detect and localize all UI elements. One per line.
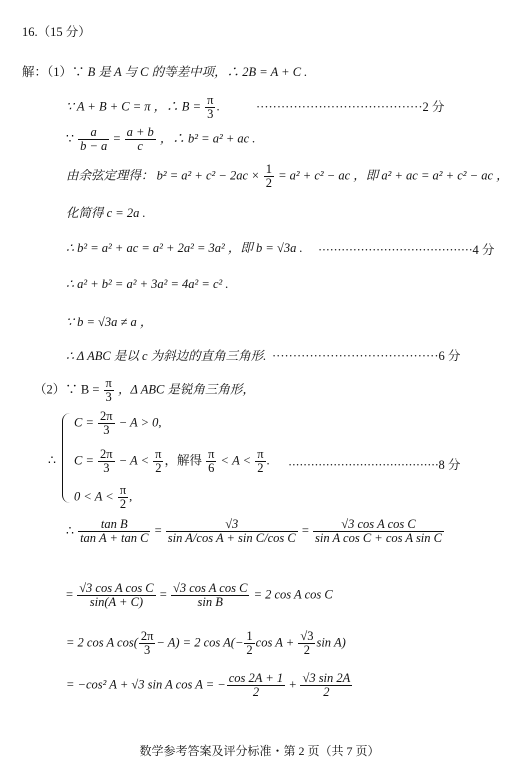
- score-marker: ········································6 分: [272, 349, 461, 363]
- fraction: $\frac{\pi}{3}$: [105, 376, 112, 405]
- score-marker: ········································2 分: [256, 100, 445, 114]
- part1-line7: ∴ a² + b² = a² + 3a² = 4a² = c² .: [66, 277, 229, 291]
- part1-line5: 化简得 c = 2a .: [66, 206, 146, 220]
- problem-number: 16.: [22, 25, 38, 39]
- fraction: $\frac{\pi}{6}$: [208, 447, 215, 476]
- part1-line9: ∴ Δ ABC 是以 c 为斜边的直角三角形.: [66, 349, 267, 363]
- equation-line2: = $\frac{\text{√3 cos A cos C}}{\sin(A + C)}$ = $\frac{\text{√3 cos A cos C}}{\text{sin B}}$ = 2 cos A cos C: [66, 581, 333, 610]
- fraction: $\frac{\pi}{2}$: [119, 483, 127, 512]
- fraction: $\frac{a + b}{c}$: [126, 125, 154, 154]
- fraction: $\frac{\pi}{2}$: [257, 447, 264, 476]
- fraction: $\frac{\cos 2A + 1}{2}$: [228, 671, 284, 700]
- part2-line1: （2）∵ B = $\frac{\pi}{3}$ ，Δ ABC 是锐角三角形，: [34, 376, 255, 405]
- fraction: $\frac{\text{tan B}}{\text{tan A + tan C}}$: [80, 517, 149, 546]
- part1-line1: 解：（1）∵ B 是 A 与 C 的等差中项，∴ 2B = A + C .: [22, 65, 308, 79]
- system-line2: C = $\frac{2\pi}{3}$ − A < $\frac{\pi}{2}$ ，解得 $\frac{\pi}{6}$ < A < $\frac{\pi}{2}$ .: [74, 447, 270, 476]
- fraction: $\frac{\pi}{3}$: [207, 93, 214, 122]
- therefore-symbol: ∴: [48, 453, 56, 467]
- fraction: $\frac{\pi}{2}$: [155, 447, 162, 476]
- system-brace: [62, 413, 73, 503]
- system-line1: C = $\frac{2\pi}{3}$ − A > 0,: [74, 409, 162, 438]
- part1-line8: ∵ b = √3a ≠ a ，: [66, 315, 153, 329]
- score-marker: ········································4 分: [318, 243, 495, 257]
- part1-line3: ∵ $\frac{a}{b - a}$ = $\frac{a + b}{c}$ ，∴ b² = a² + ac .: [66, 125, 256, 154]
- problem-header: [22, 22, 91, 40]
- fraction: $\frac{2\pi}{3}$: [100, 447, 113, 476]
- part1-line4: 由余弦定理得： b² = a² + c² − 2ac × $\frac{1}{2}$ = a² + c² − ac ，即 a² + ac = a² + c² − ac ，: [66, 162, 509, 191]
- fraction: $\frac{2\pi}{3}$: [100, 409, 113, 438]
- part1-line2: ∵ A + B + C = π ，∴ B = $\frac{\pi}{3}$ .: [66, 93, 220, 122]
- fraction: $\frac{a}{b - a}$: [80, 125, 108, 154]
- fraction: $\frac{1}{2}$: [265, 162, 272, 191]
- problem-points: （15 分）: [37, 25, 91, 39]
- fraction: $\frac{1}{2}$: [246, 629, 253, 658]
- page-footer: 数学参考答案及评分标准・第 2 页（共 7 页）: [139, 744, 380, 758]
- fraction: $\frac{\text{√3 cos A cos C}}{\text{sin A cos C + cos A sin C}}$: [315, 517, 442, 546]
- fraction: $\frac{√3}{2}$: [300, 629, 314, 658]
- fraction: $\frac{√3 \sin 2A}{2}$: [302, 671, 351, 700]
- equation-line1: ∴ $\frac{\text{tan B}}{\text{tan A + tan C}}$ = $\frac{√3}{\text{sin A/cos A + sin C/cos C}}$ = $\frac{\text{√3 cos A cos C}}{\text{sin A cos C + cos A sin C}}$: [66, 517, 442, 546]
- fraction: $\frac{2\pi}{3}$: [140, 629, 154, 658]
- fraction: $\frac{\text{√3 cos A cos C}}{\text{sin B}}$: [172, 581, 248, 610]
- fraction: $\frac{√3}{\text{sin A/cos A + sin C/cos C}}$: [167, 517, 296, 546]
- equation-line3: = 2 cos A cos( $\frac{2\pi}{3}$ − A) = 2 cos A(− $\frac{1}{2}$ cos A + $\frac{√3}{2}$ sin A): [66, 629, 346, 658]
- part1-line6: ∴ b² = a² + ac = a² + 2a² = 3a² ，即 b = √3a .: [66, 241, 303, 255]
- fraction: $\frac{\text{√3 cos A cos C}}{\sin(A + C)}$: [79, 581, 154, 610]
- system-line3: 0 < A < $\frac{\pi}{2}$ ,: [74, 483, 133, 512]
- equation-line4: = −cos² A + √3 sin A cos A = − $\frac{\cos 2A + 1}{2}$ + $\frac{√3 \sin 2A}{2}$: [66, 671, 351, 700]
- score-marker: ········································8 分: [288, 458, 461, 472]
